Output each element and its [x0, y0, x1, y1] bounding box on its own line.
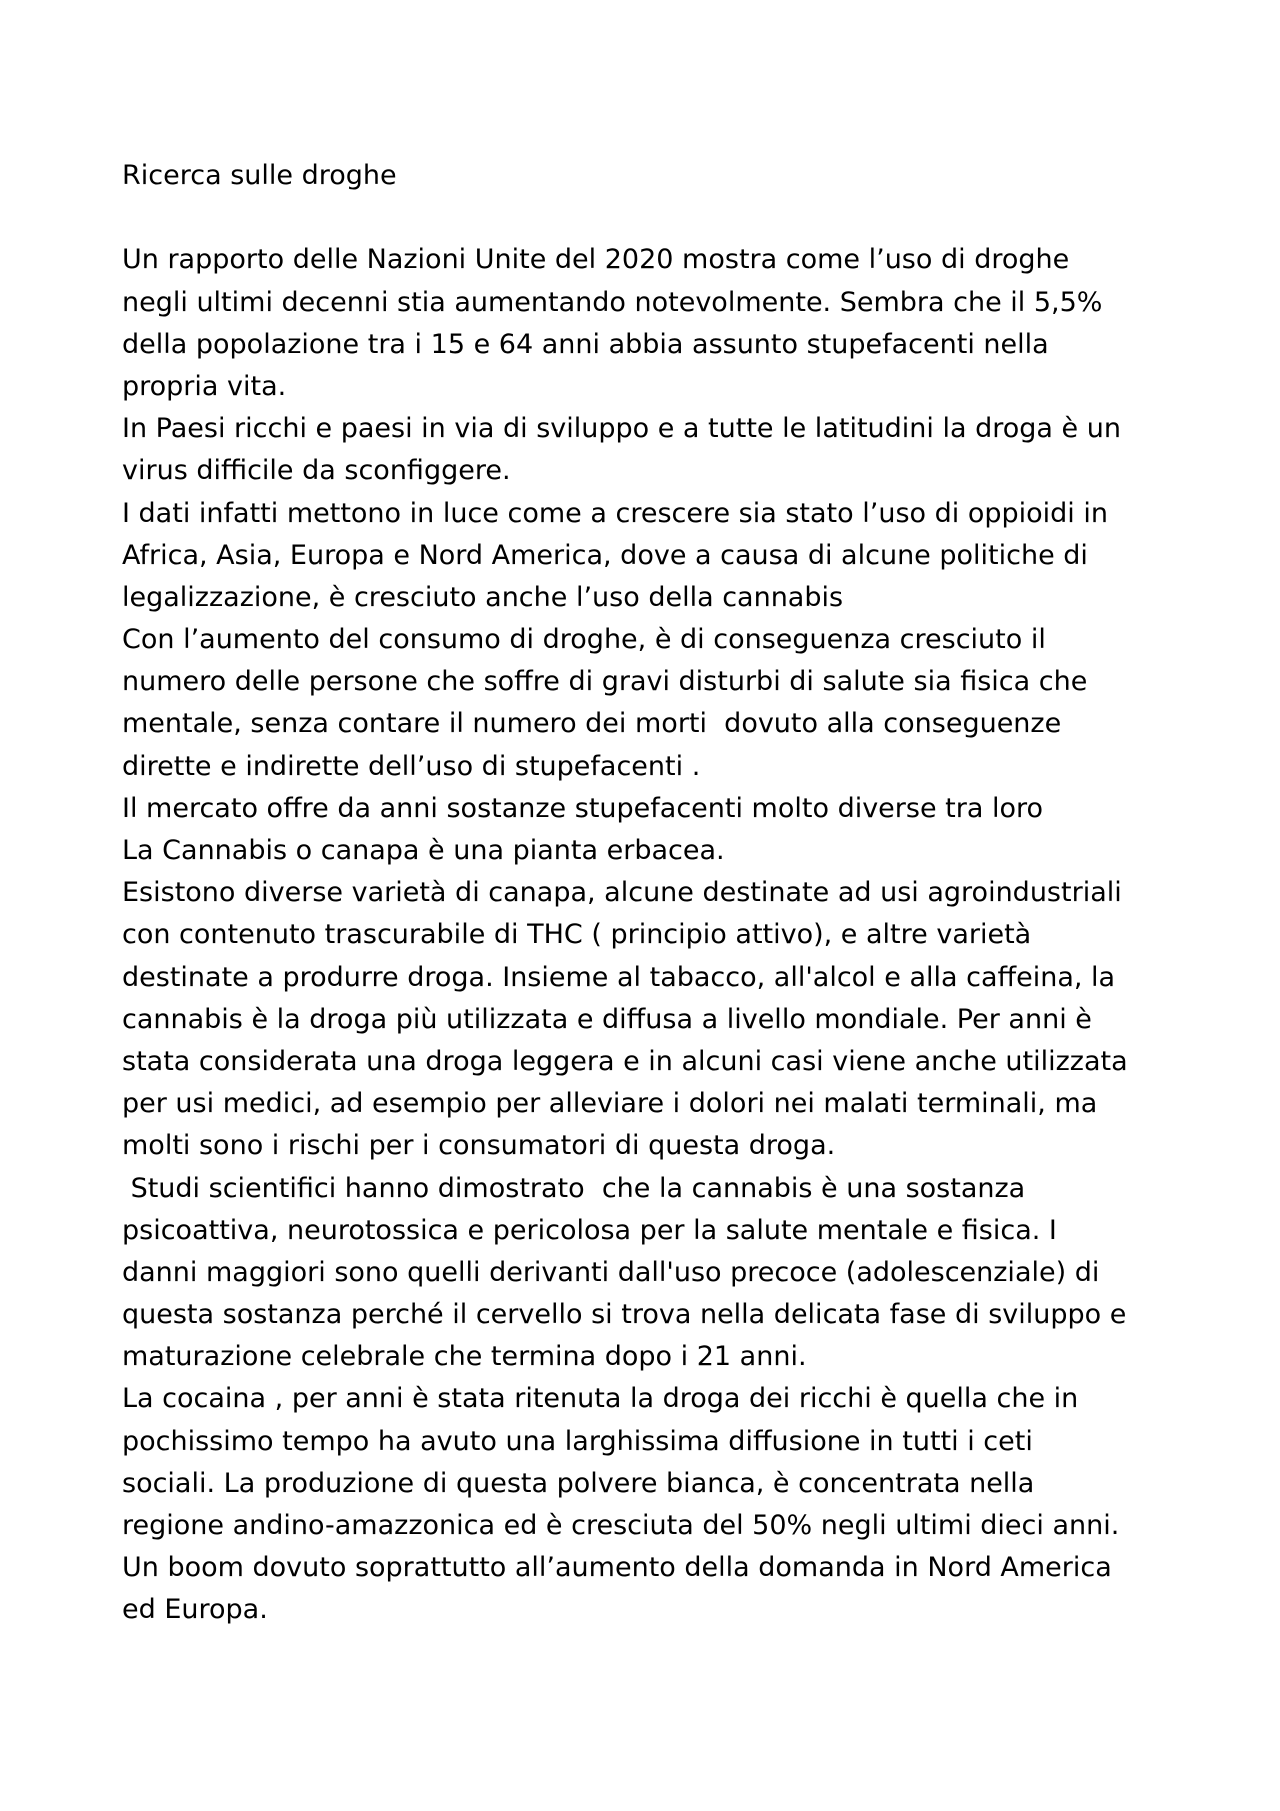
text-line: cannabis è la droga più utilizzata e diffusa a livello mondiale. Per anni è	[122, 1003, 1092, 1035]
document-body	[122, 155, 1182, 1632]
text-line: della popolazione tra i 15 e 64 anni abbia assunto stupefacenti nella	[122, 328, 1049, 360]
text-line: maturazione celebrale che termina dopo i 21 anni.	[122, 1341, 807, 1373]
text-line: mentale, senza contare il numero dei morti dovuto alla conseguenze	[122, 708, 1062, 740]
text-line: stata considerata una droga leggera e in alcuni casi viene anche utilizzata	[122, 1045, 1128, 1077]
text-line: questa sostanza perché il cervello si trova nella delicata fase di sviluppo e	[122, 1299, 1127, 1331]
text-line: I dati infatti mettono in luce come a crescere sia stato l’uso di oppioidi in	[122, 497, 1108, 529]
text-line: regione andino-amazzonica ed è cresciuta del 50% negli ultimi dieci anni.	[122, 1510, 1120, 1541]
text-line: danni maggiori sono quelli derivanti dall'uso precoce (adolescenziale) di	[122, 1256, 1100, 1288]
text-line: Africa, Asia, Europa e Nord America, dove a causa di alcune politiche di	[122, 539, 1088, 571]
text-line: con contenuto trascurabile di THC ( principio attivo), e altre varietà	[122, 919, 1032, 951]
blank-line	[122, 197, 1182, 239]
text-line: numero delle persone che soffre di gravi disturbi di salute sia fisica che	[122, 666, 1088, 698]
text-line: Con l’aumento del consumo di droghe, è di conseguenza cresciuto il	[122, 624, 1046, 656]
text-line: Il mercato offre da anni sostanze stupefacenti molto diverse tra loro	[122, 792, 1044, 824]
text-line: Un boom dovuto soprattutto all’aumento della domanda in Nord America	[122, 1552, 1112, 1584]
text-line: dirette e indirette dell’uso di stupefacenti .	[122, 750, 701, 782]
text-line: psicoattiva, neurotossica e pericolosa per la salute mentale e fisica. I	[122, 1214, 1057, 1246]
text-line: La cocaina , per anni è stata ritenuta la droga dei ricchi è quella che in	[122, 1383, 1079, 1415]
text-line: legalizzazione, è cresciuto anche l’uso della cannabis	[122, 581, 844, 613]
text-line: In Paesi ricchi e paesi in via di sviluppo e a tutte le latitudini la droga è un	[122, 413, 1121, 445]
text-line: destinate a produrre droga. Insieme al tabacco, all'alcol e alla caffeina, la	[122, 961, 1116, 993]
text-line: molti sono i rischi per i consumatori di questa droga.	[122, 1130, 836, 1162]
text-line: Studi scientifici hanno dimostrato che la cannabis è una sostanza	[122, 1172, 1026, 1204]
text-line: per usi medici, ad esempio per alleviare i dolori nei malati terminali, ma	[122, 1088, 1098, 1120]
text-line: La Cannabis o canapa è una pianta erbacea.	[122, 835, 725, 866]
document-title: Ricerca sulle droghe	[122, 160, 397, 191]
text-line: negli ultimi decenni stia aumentando notevolmente. Sembra che il 5,5%	[122, 286, 1103, 318]
text-line: pochissimo tempo ha avuto una larghissima diffusione in tutti i ceti	[122, 1425, 1033, 1457]
text-line: virus difficile da sconfiggere.	[122, 455, 511, 487]
text-line: sociali. La produzione di questa polvere bianca, è concentrata nella	[122, 1467, 1035, 1499]
text-line: ed Europa.	[122, 1594, 268, 1626]
text-line: propria vita.	[122, 370, 287, 402]
text-line: Un rapporto delle Nazioni Unite del 2020 mostra come l’uso di droghe	[122, 244, 1070, 276]
text-line: Esistono diverse varietà di canapa, alcune destinate ad usi agroindustriali	[122, 877, 1122, 909]
